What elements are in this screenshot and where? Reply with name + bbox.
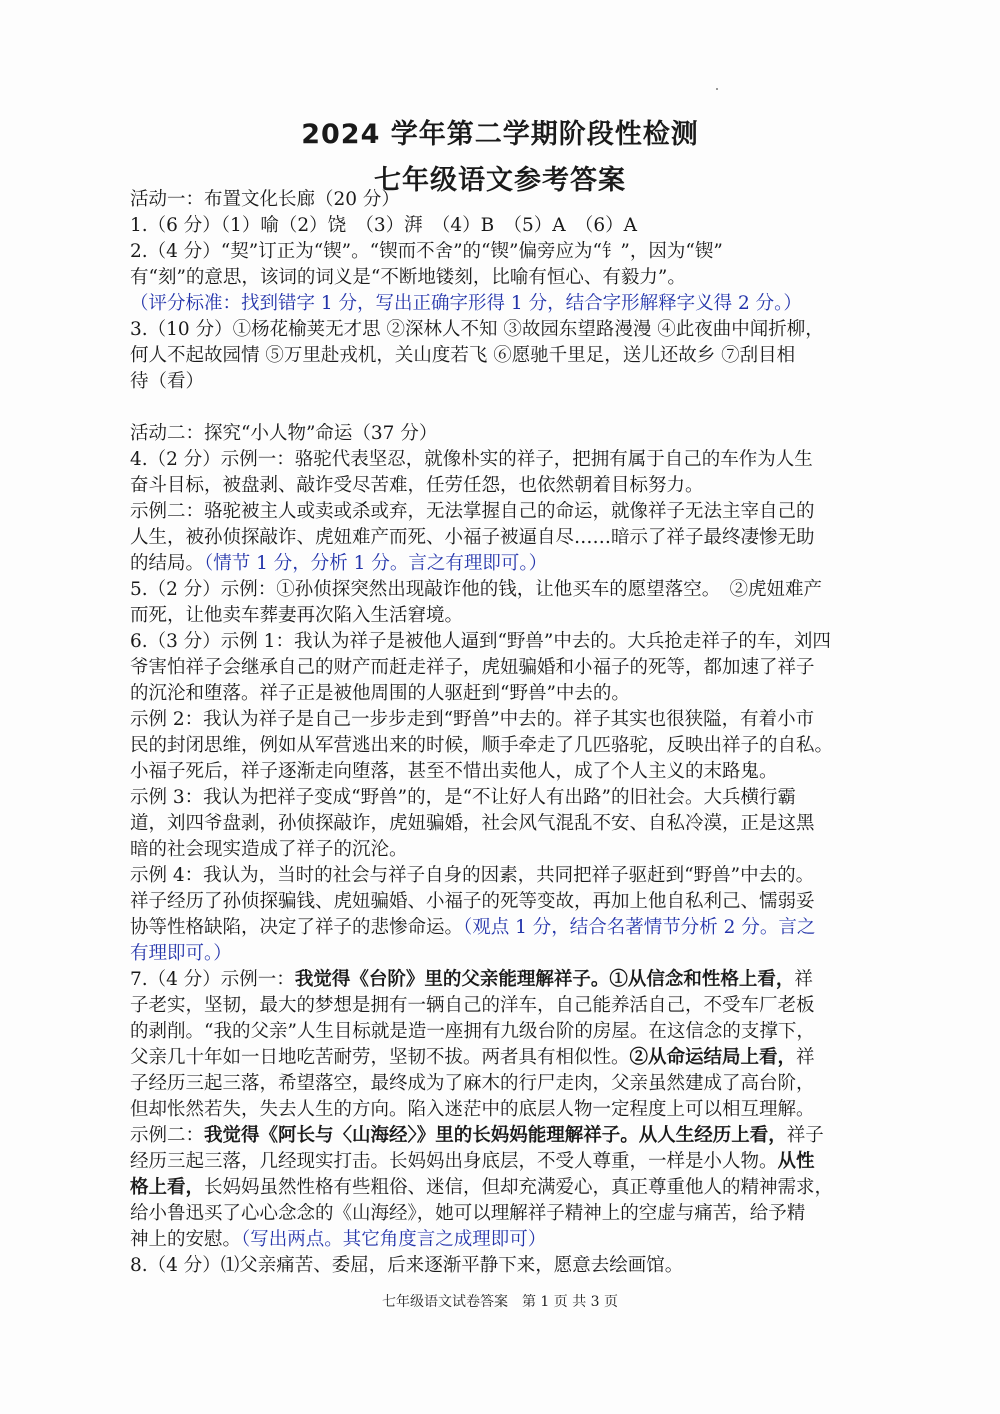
answer-line: 示例 4：我认为，当时的社会与祥子自身的因素，共同把祥子驱赶到“野兽”中去的。	[130, 865, 815, 886]
answer-line: 奋斗目标，被盘剥、敲诈受尽苦难，任劳任怨，也依然朝着目标努力。	[130, 475, 704, 496]
answer-line	[130, 1149, 875, 1175]
section-heading-1: 活动一：布置文化长廊（20 分）	[130, 189, 400, 210]
answer-text: 长妈妈虽然性格有些粗俗、迷信，但却充满爱心，真正尊重他人的精神需求，	[204, 1177, 834, 1198]
answer-text: 示例二：	[130, 1125, 205, 1146]
scoring-note: （评分标准：找到错字 1 分，写出正确字形得 1 分，结合字形解释字义得 2 分。）	[130, 293, 802, 314]
answer-line: 子老实，坚韧，最大的梦想是拥有一辆自己的洋车，自己能养活自己，不受车厂老板	[130, 995, 815, 1016]
answer-line: 2.（4 分）“契”订正为“锲”。“锲而不舍”的“锲”偏旁应为“钅”，因为“锲”	[130, 241, 723, 262]
answer-line: 4.（2 分）示例一：骆驼代表坚忍，就像朴实的祥子，把拥有属于自己的车作为人生	[130, 449, 813, 470]
answer-line: 子经历三起三落，希望落空，最终成为了麻木的行尸走肉，父亲虽然建成了高台阶，	[130, 1073, 815, 1094]
answer-text: 7.（4 分）示例一：	[130, 969, 295, 990]
answer-line: 示例 2：我认为祥子是自己一步步走到“野兽”中去的。祥子其实也很狭隘，有着小市	[130, 709, 815, 730]
answer-text: 经历三起三落，几经现实打击。长妈妈出身底层，不受人尊重，一样是小人物。	[130, 1151, 778, 1172]
scoring-note: （写出两点。其它角度言之成理即可）	[241, 1229, 547, 1250]
answer-line	[130, 551, 875, 577]
answer-line: 何人不起故园情 ⑤万里赴戎机，关山度若飞 ⑥愿驰千里足，送儿还故乡 ⑦刮目相	[130, 345, 796, 366]
answer-line: 6.（3 分）示例 1：我认为祥子是被他人逼到“野兽”中去的。大兵抢走祥子的车，刘四	[130, 631, 831, 652]
answer-line	[130, 967, 875, 993]
key-point: 我觉得《台阶》里的父亲能理解祥子。①从信念和性格上看，	[294, 969, 795, 990]
answer-text: 祥	[796, 1047, 815, 1068]
answer-line: 道，刘四爷盘剥，孙侦探敲诈，虎妞骗婚，社会风气混乱不安、自私冷漠，正是这黑	[130, 813, 815, 834]
answer-line: 给小鲁迅买了心心念念的《山海经》，她可以理解祥子精神上的空虚与痛苦，给予精	[130, 1203, 806, 1224]
answer-line: 8.（4 分）⑴父亲痛苦、委屈，后来逐渐平静下来，愿意去绘画馆。	[130, 1255, 684, 1276]
answer-line: 人生，被孙侦探敲诈、虎妞难产而死、小福子被逼自尽……暗示了祥子最终凄惨无助	[130, 527, 815, 548]
answer-line: 祥子经历了孙侦探骗钱、虎妞骗婚、小福子的死等变故，再加上他自私利己、懦弱妥	[130, 891, 815, 912]
answer-text: 父亲几十年如一日地吃苦耐劳，坚韧不拔。两者具有相似性。	[130, 1047, 630, 1068]
answer-text: 的结局。	[130, 553, 205, 574]
answer-line: 的剥削。“我的父亲”人生目标就是造一座拥有九级台阶的房屋。在这信念的支撑下，	[130, 1021, 815, 1042]
scan-speck	[716, 88, 718, 90]
answer-text: 神上的安慰。	[130, 1229, 242, 1250]
answer-line	[130, 1045, 875, 1071]
answer-line: 5.（2 分）示例：①孙侦探突然出现敲诈他的钱，让他买车的愿望落空。 ②虎妞难产	[130, 579, 823, 600]
spacer	[130, 395, 875, 421]
answer-text: 协等性格缺陷，决定了祥子的悲惨命运。	[130, 917, 464, 938]
answer-body	[130, 187, 875, 1279]
scoring-note: （观点 1 分，结合名著情节分析 2 分。言之	[463, 917, 816, 938]
page-title: 2024 学年第二学期阶段性检测	[301, 119, 699, 150]
answer-line: 但却怅然若失，失去人生的方向。陷入迷茫中的底层人物一定程度上可以相互理解。	[130, 1099, 815, 1120]
answer-line	[130, 915, 875, 941]
answer-line	[130, 1227, 875, 1253]
answer-line: 1.（6 分）（1）喻（2）饶 （3）湃 （4）B （5）A （6）A	[130, 215, 637, 236]
answer-line: 而死，让他卖车葬妻再次陷入生活窘境。	[130, 605, 464, 626]
key-point: 我觉得《阿长与〈山海经〉》里的长妈妈能理解祥子。从人生经历上看，	[204, 1125, 787, 1146]
answer-text: 祥子	[786, 1125, 824, 1146]
scoring-note: 有理即可。）	[130, 943, 232, 964]
section-heading-2: 活动二：探究“小人物”命运（37 分）	[130, 423, 438, 444]
answer-text: 祥	[794, 969, 813, 990]
answer-line: 暗的社会现实造成了祥子的沉沦。	[130, 839, 408, 860]
answer-line: 3.（10 分）①杨花榆荚无才思 ②深林人不知 ③故园东望路漫漫 ④此夜曲中闻折柳，	[130, 319, 824, 340]
page-footer: 七年级语文试卷答案 第 1 页 共 3 页	[381, 1294, 619, 1310]
page-subtitle: 七年级语文参考答案	[374, 165, 626, 196]
key-point: ②从命运结局上看，	[629, 1047, 797, 1068]
answer-line	[130, 1175, 875, 1201]
answer-line: 小福子死后，祥子逐渐走向堕落，甚至不惜出卖他人，成了个人主义的末路鬼。	[130, 761, 778, 782]
answer-line: 示例 3：我认为把祥子变成“野兽”的，是“不让好人有出路”的旧社会。大兵横行霸	[130, 787, 796, 808]
key-point: 从性	[777, 1151, 815, 1172]
scoring-note: （情节 1 分，分析 1 分。言之有理即可。）	[204, 553, 548, 574]
answer-line: 示例二：骆驼被主人或卖或杀或弃，无法掌握自己的命运，就像祥子无法主宰自己的	[130, 501, 815, 522]
answer-line: 的沉沦和堕落。祥子正是被他周围的人驱赶到“野兽”中去的。	[130, 683, 630, 704]
answer-line: 爷害怕祥子会继承自己的财产而赶走祥子，虎妞骗婚和小福子的死等，都加速了祥子	[130, 657, 815, 678]
answer-line: 待（看）	[130, 371, 205, 392]
answer-line: 民的封闭思维，例如从军营逃出来的时候，顺手牵走了几匹骆驼，反映出祥子的自私。	[130, 735, 834, 756]
answer-line: 有“刻”的意思，该词的词义是“不断地镂刻，比喻有恒心、有毅力”。	[130, 267, 686, 288]
key-point: 格上看，	[130, 1177, 205, 1198]
answer-line	[130, 1123, 875, 1149]
